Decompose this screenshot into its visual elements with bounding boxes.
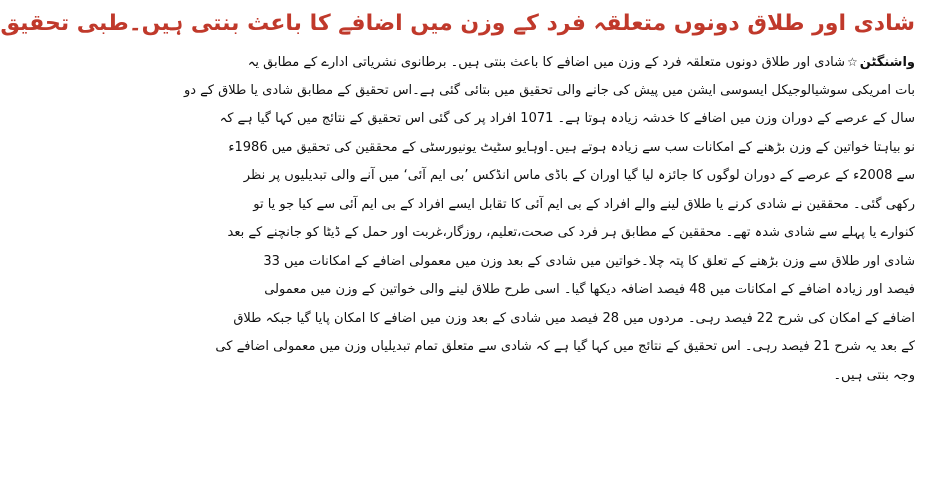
article-line-9: فیصد اور زیادہ اضافے کے امکانات میں 48 فیصد اضافہ دیکھا گیا۔ اسی طرح طلاق لینے والی خواتین کے وزن میں معمولی	[264, 282, 915, 297]
star-outline-icon: ☆	[847, 55, 858, 69]
article-line-10: اضافے کے امکان کی شرح 22 فیصد رہی۔ مردوں میں 28 فیصد میں شادی کے بعد وزن میں اضافے کا امکان پایا گیا جبکہ طلاق	[233, 310, 915, 326]
article-line-11: کے بعد یہ شرح 21 فیصد رہی۔ اس تحقیق کے نتائج میں کہا گیا ہے کہ شادی سے متعلق تمام تبدیلیاں وزن میں معمولی اضافے کی	[215, 339, 915, 354]
article-line-3: سال کے عرصے کے دوران وزن میں اضافے کا خدشہ زیادہ ہوتا ہے۔ 1071 افراد پر کی گئی اس تحقیق کے نتائج میں کہا گیا ہے کہ	[219, 111, 915, 126]
article-headline: شادی اور طلاق دونوں متعلقہ فرد کے وزن میں اضافے کا باعث بنتی ہیں۔طبی تحقیق	[0, 11, 915, 36]
article-line-7: کنوارے یا پہلے سے شادی شدہ تھے۔ محققین کے مطابق ہر فرد کی صحت،تعلیم، روزگار،غربت اور حمل کے ڈیٹا کو جانچنے کے بعد	[227, 225, 915, 240]
article-body	[183, 48, 915, 390]
article-line-8: شادی اور طلاق سے وزن بڑھنے کے تعلق کا پتہ چلا۔خواتین میں شادی کے بعد وزن میں معمولی اضافے کے امکانات میں 33	[263, 253, 915, 269]
dateline: واشنگٹن	[859, 55, 915, 70]
article-first-line-text: شادی اور طلاق دونوں متعلقہ فرد کے وزن میں اضافے کا باعث بنتی ہیں۔ برطانوی نشریاتی ادارے کے مطابق یہ	[247, 55, 846, 70]
article-line-1	[247, 48, 915, 77]
article-line-5: سے 2008ء کے عرصے کے دوران لوگوں کا جائزہ لیا گیا اوران کے باڈی ماس انڈکس ’بی ایم آئی‘ میں آنے والی تبدیلیوں پر نظر	[243, 168, 915, 183]
article-line-6: رکھی گئی۔ محققین نے شادی کرنے یا طلاق لینے والے افراد کے بی ایم آئی کا تقابل ایسے افراد کے بی ایم آئی سے کیا جو یا تو	[253, 196, 915, 212]
article-line-12: وجہ بنتی ہیں۔	[833, 367, 915, 383]
article-line-2: بات امریکی سوشیالوجیکل ایسوسی ایشن میں پیش کی جانے والی تحقیق میں بتائی گئی ہے۔اس تحقیق کے مطابق شادی یا طلاق کے دو	[183, 82, 915, 98]
article-line-4: نو بیاہتا خواتین کے وزن بڑھنے کے امکانات سب سے زیادہ ہوتے ہیں۔اوہایو سٹیٹ یونیورسٹی کے محققین کی تحقیق میں 1986ء	[228, 139, 915, 155]
